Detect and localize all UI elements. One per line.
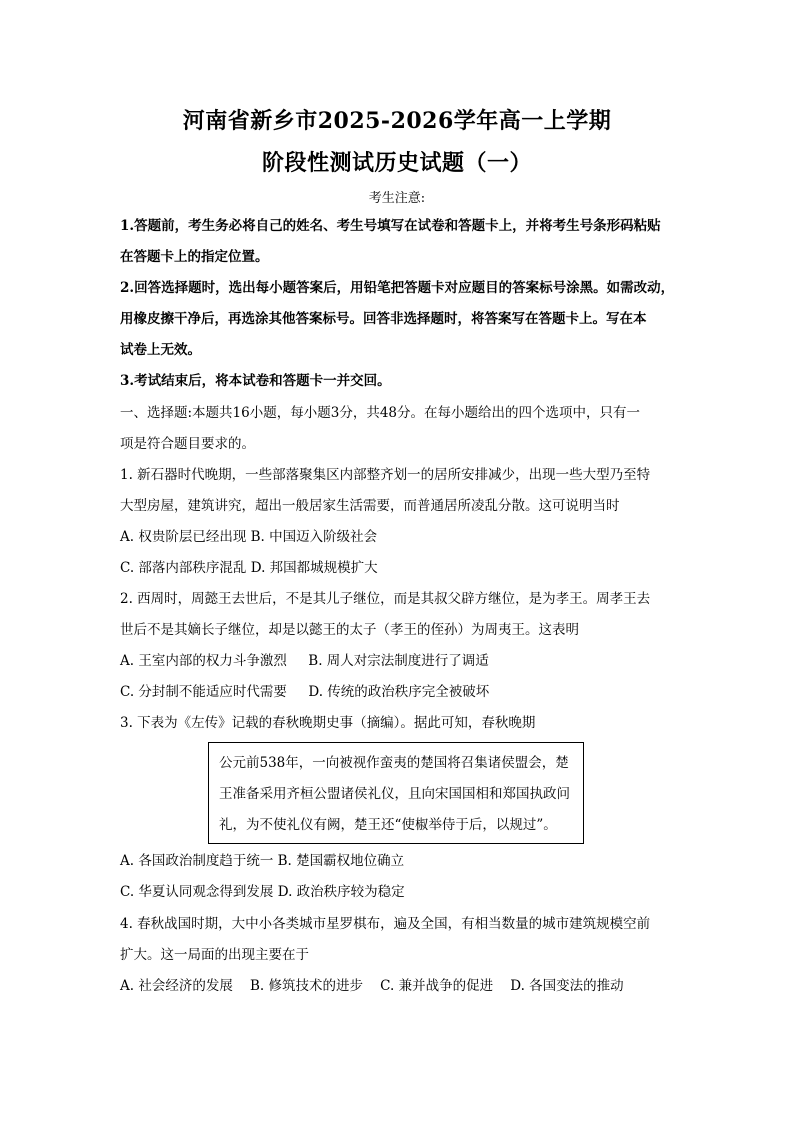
section-heading <box>120 398 676 460</box>
question-stem-line: 大型房屋，建筑讲究，超出一般居家生活需要，而普通居所凌乱分散。这可说明当时 <box>120 498 620 514</box>
notice-item-1 <box>120 211 676 273</box>
answer-options-line: C. 分封制不能适应时代需要 D. 传统的政治秩序完全被破坏 <box>120 684 490 700</box>
notice-list <box>120 211 676 397</box>
notice-line: 试卷上无效。 <box>120 342 201 358</box>
notice-line: 3.考试结束后，将本试卷和答题卡一并交回。 <box>120 373 391 389</box>
notice-line: 在答题卡上的指定位置。 <box>120 249 269 265</box>
question-3-options <box>120 846 676 908</box>
notice-item-3 <box>120 366 676 397</box>
section-line: 项是符合题目要求的。 <box>120 436 255 452</box>
answer-options-line: A. 王室内部的权力斗争激烈 B. 周人对宗法制度进行了调适 <box>120 653 489 669</box>
answer-options-line: A. 权贵阶层已经出现 B. 中国迈入阶级社会 <box>120 529 378 545</box>
answer-options-line: A. 社会经济的发展 B. 修筑技术的进步 C. 兼并战争的促进 D. 各国变法的推动 <box>120 978 624 994</box>
exam-title-line1: 河南省新乡市2025-2026学年高一上学期 <box>182 108 612 134</box>
notice-line: 用橡皮擦干净后，再选涂其他答案标号。回答非选择题时，将答案写在答题卡上。写在本 <box>120 311 647 327</box>
excerpt-line: 王准备采用齐桓公盟诸侯礼仪，且向宋国国相和郑国执政问 <box>219 786 570 802</box>
question-stem-line: 2. 西周时，周懿王去世后，不是其儿子继位，而是其叔父辟方继位，是为孝王。周孝王去 <box>120 591 651 607</box>
answer-options-line: C. 华夏认同观念得到发展 D. 政治秩序较为稳定 <box>120 884 405 900</box>
section-line: 一、选择题:本题共16小题，每小题3分，共48分。在每小题给出的四个选项中，只有一 <box>120 405 640 421</box>
notice-item-2 <box>120 273 676 366</box>
question-1 <box>120 460 676 584</box>
notice-line: 1.答题前，考生务必将自己的姓名、考生号填写在试卷和答题卡上，并将考生号条形码粘贴 <box>120 218 661 234</box>
answer-options-line: A. 各国政治制度趋于统一 B. 楚国霸权地位确立 <box>120 853 405 869</box>
notice-line: 2.回答选择题时，选出每小题答案后，用铅笔把答题卡对应题目的答案标号涂黑。如需改动， <box>120 280 675 296</box>
question-stem-line: 世后不是其嫡长子继位，却是以懿王的太子（孝王的侄孙）为周夷王。这表明 <box>120 622 579 638</box>
question-stem-line: 扩大。这一局面的出现主要在于 <box>120 947 309 963</box>
question-2 <box>120 584 676 708</box>
question-stem-line: 4. 春秋战国时期，大中小各类城市星罗棋布，遍及全国，有相当数量的城市建筑规模空前 <box>120 916 651 932</box>
exam-title-line2: 阶段性测试历史试题（一） <box>261 150 532 176</box>
answer-options-line: C. 部落内部秩序混乱 D. 邦国都城规模扩大 <box>120 560 378 576</box>
question-stem-line: 3. 下表为《左传》记载的春秋晚期史事（摘编）。据此可知，春秋晚期 <box>120 715 536 731</box>
excerpt-line: 礼，为不使礼仪有阙，楚王还“使椒举侍于后，以规过”。 <box>219 817 557 833</box>
question-4 <box>120 909 676 1002</box>
question-stem-line: 1. 新石器时代晚期，一些部落聚集区内部整齐划一的居所安排减少，出现一些大型乃至特 <box>120 467 651 483</box>
history-excerpt-box <box>208 742 584 844</box>
question-3-stem <box>120 708 676 739</box>
excerpt-line: 公元前538年，一向被视作蛮夷的楚国将召集诸侯盟会，楚 <box>219 755 569 771</box>
notice-heading: 考生注意: <box>368 191 426 206</box>
